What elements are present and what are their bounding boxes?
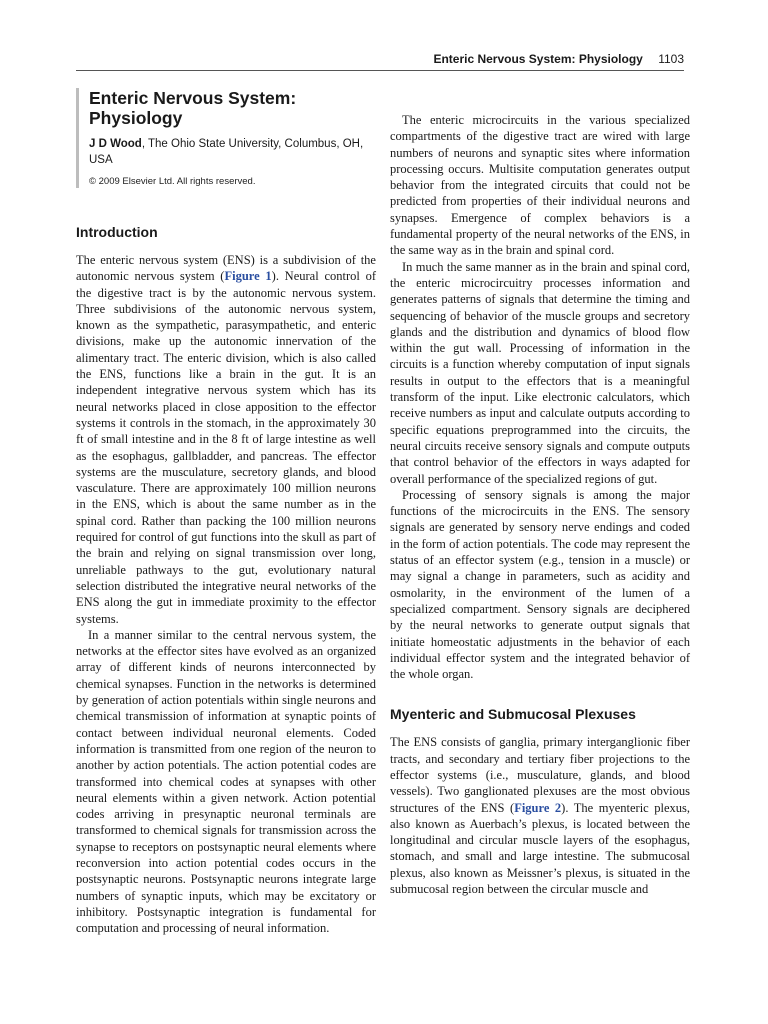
- author-name: J D Wood: [89, 138, 142, 150]
- section-heading-plexuses: Myenteric and Submucosal Plexuses: [390, 706, 636, 723]
- article-title: Enteric Nervous System: Physiology: [89, 88, 297, 128]
- article-header: [76, 88, 376, 188]
- paragraph-text: The ENS consists of ganglia, primary interganglionic fiber tracts, and secondary and tertiary fiber projections to the effector systems (i.e., musculature, glands, and blood vessels). Two ganglionated plexuses are the most obvious structures of the ENS (: [390, 735, 690, 815]
- author-affiliation: , The Ohio State University, Columbus, OH, USA: [89, 138, 364, 166]
- copyright-notice: © 2009 Elsevier Ltd. All rights reserved.: [89, 176, 256, 187]
- left-column: [76, 88, 376, 936]
- paragraph: In much the same manner as in the brain and spinal cord, the enteric microcircuitry processes information and generates patterns of signals that determine the timing and sequencing of behavior of the muscle groups and secretory glands and the distribution and dynamics of blood flow within the gut wall. Processing of information in the circuits is a function whereby computation of input signals results in output to the effectors that is a meaningful transform of the input. Like electronic calculators, which receive numbers as input and calculate outputs according to specific equations preprogrammed into the circuits, the neural circuits receive sensory signals and compute outputs that control behavior of the effectors in ways adapted for overall performance of the specialized regions of gut.: [390, 259, 690, 486]
- figure-2-link[interactable]: Figure 2: [514, 800, 562, 815]
- running-head: [433, 52, 684, 66]
- paragraph: [390, 734, 690, 897]
- page-number: 1103: [658, 52, 684, 66]
- paragraph: [76, 252, 376, 627]
- paragraph: In a manner similar to the central nervous system, the networks at the effector sites have evolved as an organized array of different kinds of neurons interconnected by chemical synapses. Function in the networks is determined by generation of action potentials within single neurons and chemical transmission of information at synaptic points of contact between individual neuronal elements. Coded information is transmitted from one region of the neuron to another by action potentials. The action potential codes are transformed into chemical codes at synapses with other neural elements within a given network. Action potential codes arriving in presynaptic neuronal terminals are transformed to chemical signals for transmission across the synapse to receptors on postsynaptic neural elements where reconversion into action potential codes occurs in the postsynaptic neurons. Postsynaptic neurons integrate large numbers of synaptic inputs, which may be excitatory or inhibitory. Postsynaptic integration is fundamental for computation and processing of neural information.: [76, 627, 376, 936]
- paragraph-text: ). The myenteric plexus, also known as Auerbach’s plexus, is located between the longitudinal and circular muscle layers of the esophagus, stomach, and small and large intestine. The submucosal plexus, also known as Meissner’s plexus, is situated in the submucosal region between the circular muscle and: [390, 800, 691, 897]
- paragraph: Processing of sensory signals is among the major functions of the microcircuits in the ENS. The sensory signals are generated by sensory nerve endings and coded in the form of action potentials. The code may represent the status of an effector system (e.g., tension in a muscle) or may signal a change in parameters, such as acidity and osmolarity, in the environment of the lumen of a specialized compartment. Sensory signals are deciphered by the neural networks to generate output signals that initiate homeostatic adjustments in the behavior of each individual effector system and the integrated behavior of the whole organ.: [390, 487, 690, 682]
- author-line: [89, 136, 376, 168]
- paragraph-text: The enteric nervous system (ENS) is a subdivision of the autonomic nervous system (: [76, 253, 376, 284]
- running-head-title: Enteric Nervous System: Physiology: [433, 52, 643, 66]
- right-column: [390, 112, 690, 897]
- section-heading-introduction: Introduction: [76, 224, 158, 240]
- paragraph: The enteric microcircuits in the various specialized compartments of the digestive tract are wired with large numbers of neurons and synaptic sites where information processing occurs. Multisite computation generates output behavior from the integrated circuits that could not be predicted from properties of their individual neurons and synapses. Emergence of complex behaviors is a fundamental property of the neural networks of the ENS, in the same way as in the brain and spinal cord.: [390, 113, 690, 258]
- paragraph-text: ). Neural control of the digestive tract is by the autonomic nervous system. Three subdivisions of the autonomic nervous system, known as the sympathetic, parasympathetic, and enteric divisions, make up the autonomic innervation of the alimentary tract. The enteric division, which is also called the ENS, functions like a brain in the gut. It is an independent integrative nervous system which has its neural networks placed in close apposition to the effector systems it controls in the stomach, in the approximately 30 ft of small intestine and in the 8 ft of large intestine as well as the esophagus, gallbladder, and pancreas. The effector systems are the musculature, secretory glands, and blood vasculature. There are approximately 100 million neurons in the ENS, which is about the same number as in the spinal cord. Rather than packing the 100 million neurons required for control of gut functions into the skull as part of the brain and relying on signal transmission over long, unreliable pathways to the gut, evolutionary natural selection distributed the integrative neural networks of the ENS along the gut in immediate proximity to the effector systems.: [76, 269, 377, 626]
- figure-1-link[interactable]: Figure 1: [224, 269, 272, 284]
- header-rule: [76, 70, 684, 71]
